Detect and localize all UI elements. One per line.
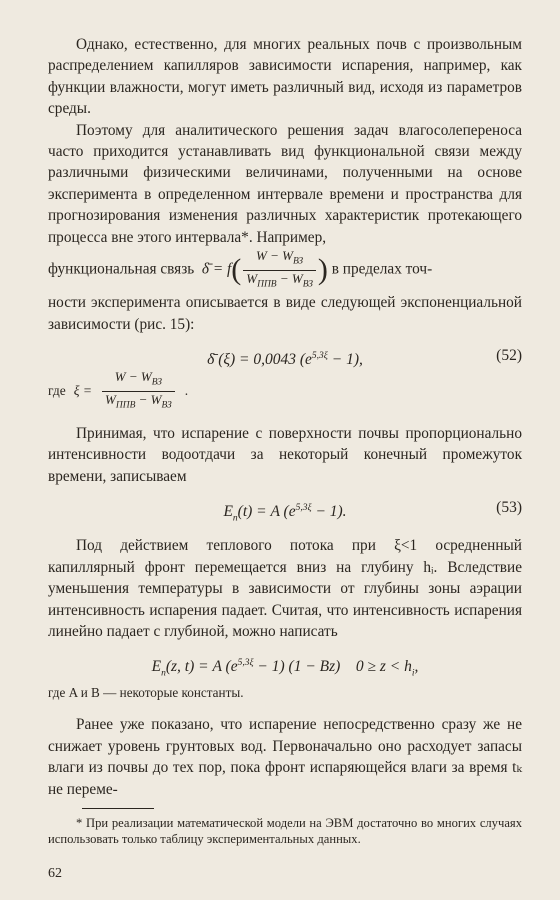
- equation-52: [48, 341, 522, 371]
- equation-53: [48, 493, 522, 523]
- paragraph-4: Принимая, что испарение с поверхности почвы пропорционально интенсивности водоотдачи за некоторый конечный промежуток времени, записываем: [48, 425, 522, 485]
- fraction-ksi: $\frac{W - W_{ВЗ}}{W_{ППВ} - W_{ВЗ}}$: [243, 248, 316, 292]
- paragraph-1: Однако, естественно, для многих реальных почв с произвольным распределением капилляров зависимости испарения, например, как функции влажности, могут иметь различный вид, исходя из параметров среды.: [48, 36, 522, 118]
- equation-54-body: $E_п(z$, t) = A $(e^{5,3\xi} - 1) (1 - Bz)$ $0 \ge z < h_i$,: [151, 658, 419, 679]
- footnote-rule: [82, 808, 154, 809]
- paragraph-2: Поэтому для аналитического решения задач влагосолепереноса часто приходится устанавливать вид функциональной связи между различными физическими величинами, полученными на основе эксперимента в определенном интервале времени и пространства для прогнозирования изменения различных характеристик протекающего процесса вне этого интервала*. Например,: [48, 121, 522, 246]
- paragraph-3: ности эксперимента описывается в виде следующей экспоненциальной зависимости (рис. 15):: [48, 294, 522, 333]
- equation-54: [48, 648, 522, 678]
- page-number: 62: [48, 865, 62, 881]
- constants-note: где A и B — некоторые константы.: [48, 685, 244, 701]
- func-pre-text: функциональная связь: [48, 260, 195, 278]
- where-label: где: [48, 383, 66, 399]
- equation-52-number: (52): [496, 347, 522, 365]
- equation-53-number: (53): [496, 499, 522, 517]
- func-post-text: в пределах точ-: [331, 260, 433, 278]
- footnote: * При реализации математической модели на ЭВМ достаточно во многих случаях использовать только таблицу экспериментальных данных.: [48, 815, 522, 847]
- paragraph-5: Под действием теплового потока при ξ<1 осредненный капиллярный фронт перемещается вниз на глубину hᵢ. Вследствие уменьшения температуры в зависимости от глубины зоны аэрации интенсивность испарения падает. Считая, что интенсивность испарения линейно падает с глубиной, можно написать: [48, 537, 522, 640]
- where-fraction: $\frac{W - W_{ВЗ}}{W_{ППВ} - W_{ВЗ}}$: [102, 369, 175, 413]
- delta-symbol: δ̄ = f: [198, 260, 232, 278]
- equation-52-body: δ̄ (ξ) = 0,0043 $(e^{5,3\xi} - 1)$,: [207, 351, 363, 369]
- functional-relation-line: функциональная связь δ̄ = f( $\frac{W - W_{ВЗ}}{W_{ППВ} - W_{ВЗ}}$ ) в пределах точ-: [48, 248, 522, 292]
- where-line: где ξ = $\frac{W - W_{ВЗ}}{W_{ППВ} - W_{ВЗ}}$ .: [48, 371, 522, 411]
- paragraph-6: Ранее уже показано, что испарение непосредственно сразу же не снижает уровень грунтовых вод. Первоначально оно расходует запасы влаги из почвы до тех пор, пока фронт испаряющейся влаги за время tₖ не переме-: [48, 716, 522, 798]
- equation-53-body: $E_п(t) = A$ $(e^{5,3\xi} - 1)$.: [223, 503, 347, 524]
